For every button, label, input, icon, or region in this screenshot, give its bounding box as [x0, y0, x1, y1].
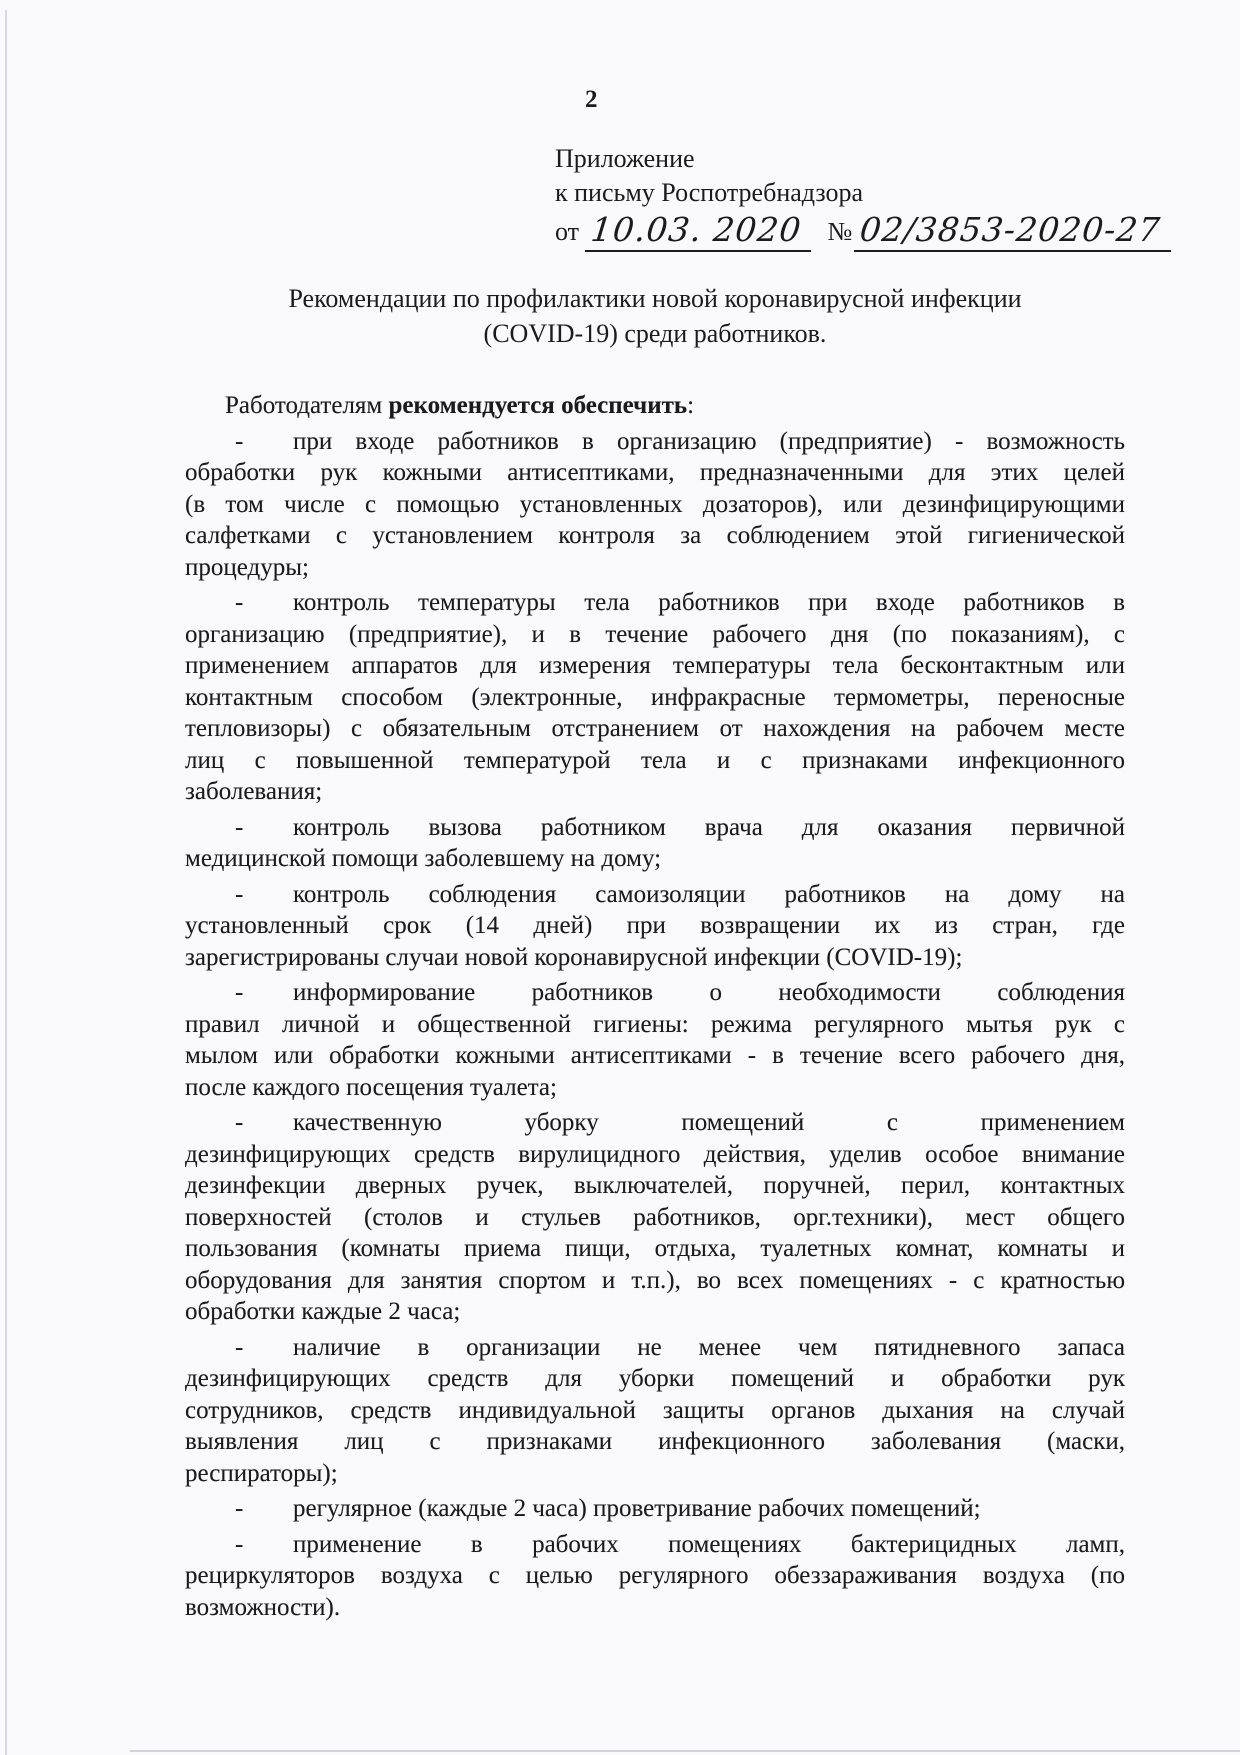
bullet-paragraph: [185, 879, 1125, 974]
paragraph-line: применением аппаратов для измерения температуры тела бесконтактным или: [185, 652, 1125, 679]
bullet-dash: -: [235, 1333, 244, 1361]
paragraph-line: обработки рук кожными антисептиками, предназначенными для этих целей: [185, 459, 1125, 486]
intro-prefix: Работодателям: [225, 392, 389, 419]
document-body: [185, 390, 1125, 1627]
paragraph-line: - наличие в организации не менее чем пятидневного запаса: [185, 1332, 1125, 1364]
paragraph-line: тепловизоры) с обязательным отстранением от нахождения на рабочем месте: [185, 715, 1125, 742]
document-title-line2: (COVID-19) среди работников.: [483, 319, 827, 348]
paragraph-line: - качественную уборку помещений с применением: [185, 1107, 1125, 1139]
paragraph-line: обработки каждые 2 часа;: [185, 1298, 461, 1325]
bullet-dash: -: [235, 1530, 244, 1558]
paragraph-line: пользования (комнаты приема пищи, отдыха, туалетных комнат, комнаты и: [185, 1235, 1125, 1262]
paragraph-line: медицинской помощи заболевшему на дому;: [185, 845, 662, 872]
paragraph-line: оборудования для занятия спортом и т.п.), во всех помещениях - с кратностью: [185, 1266, 1125, 1294]
bullet-dash: -: [235, 1109, 244, 1136]
paragraph-line: процедуры;: [185, 553, 309, 581]
reference-line: [555, 212, 1171, 252]
bullet-dash: -: [235, 589, 244, 616]
paragraph-line: сотрудников, средств индивидуальной защиты органов дыхания на случай: [185, 1396, 1125, 1424]
paragraph-line: контактным способом (электронные, инфракрасные термометры, переносные: [185, 683, 1125, 711]
handwritten-date: 10.03. 2020: [589, 210, 804, 249]
intro-bold: рекомендуется обеспечить: [388, 392, 688, 419]
paragraph-line: после каждого посещения туалета;: [185, 1073, 557, 1101]
paragraph-line: организацию (предприятие), и в течение рабочего дня (по показаниям), с: [185, 620, 1125, 648]
scan-edge-bottom-artifact: [130, 1750, 1240, 1752]
paragraph-line: мылом или обработки кожными антисептиками - в течение всего рабочего дня,: [185, 1042, 1125, 1069]
paragraph-line: дезинфицирующих средств вирулицидного действия, уделив особое внимание: [185, 1140, 1125, 1168]
bullet-paragraph: [185, 426, 1125, 584]
bullet-dash: -: [235, 880, 244, 908]
document-title-line1: Рекомендации по профилактики новой коронавирусной инфекции: [288, 284, 1022, 313]
handwritten-number: 02/3853-2020-27: [858, 210, 1163, 249]
paragraph-line: салфетками с установлением контроля за соблюдением этой гигиенической: [185, 522, 1125, 549]
bullet-dash: -: [235, 979, 244, 1006]
paragraph-line: - регулярное (каждые 2 часа) проветривание рабочих помещений;: [185, 1493, 1125, 1525]
paragraph-line: правил личной и общественной гигиены: режима регулярного мытья рук с: [185, 1010, 1125, 1038]
bullet-paragraph: [185, 1529, 1125, 1624]
intro-paragraph: [185, 390, 1125, 422]
letterhead-block: [555, 142, 1171, 252]
paragraph-line: - контроль температуры тела работников при входе работников в: [185, 587, 1125, 619]
scan-edge-left-artifact: [5, 10, 7, 1755]
document-title: [185, 281, 1125, 351]
paragraph-line: дезинфекции дверных ручек, выключателей, поручней, перил, контактных: [185, 1172, 1125, 1199]
bullet-dash: -: [235, 427, 244, 455]
number-sign: №: [827, 217, 853, 246]
paragraph-line: рециркуляторов воздуха с целью регулярного обеззараживания воздуха (по: [185, 1562, 1125, 1589]
paragraph-line: установленный срок (14 дней) при возвращении их из стран, где: [185, 912, 1125, 939]
paragraph-line: - контроль вызова работником врача для оказания первичной: [185, 812, 1125, 844]
paragraph-line: дезинфицирующих средств для уборки помещений и обработки рук: [185, 1365, 1125, 1392]
paragraph-line: возможности).: [185, 1593, 341, 1621]
bullet-paragraph: [185, 1332, 1125, 1490]
from-label: от: [555, 217, 580, 246]
bullet-paragraph: [185, 587, 1125, 808]
number-underline: [854, 212, 1170, 252]
date-underline: [585, 212, 811, 252]
bullet-paragraph: [185, 977, 1125, 1103]
letter-reference-label: к письму Роспотребнадзора: [555, 178, 863, 207]
paragraph-line: - контроль соблюдения самоизоляции работников на дому на: [185, 879, 1125, 911]
bullet-paragraph: [185, 812, 1125, 875]
bullet-dash: -: [235, 813, 244, 841]
paragraph-line: респираторы);: [185, 1459, 338, 1487]
paragraph-line: заболевания;: [185, 778, 323, 805]
page-number: 2: [585, 86, 598, 113]
paragraph-line: - применение в рабочих помещениях бактерицидных ламп,: [185, 1529, 1125, 1561]
paragraph-line: лиц с повышенной температурой тела и с признаками инфекционного: [185, 746, 1125, 774]
intro-colon: :: [687, 392, 695, 419]
paragraph-line: (в том числе с помощью установленных дозаторов), или дезинфицирующими: [185, 490, 1125, 518]
bullet-dash: -: [235, 1495, 244, 1522]
bullet-paragraph: [185, 1107, 1125, 1328]
paragraph-line: поверхностей (столов и стульев работников, орг.техники), мест общего: [185, 1203, 1125, 1231]
paragraph-line: зарегистрированы случаи новой коронавирусной инфекции (COVID-19);: [185, 943, 963, 971]
paragraph-line: - при входе работников в организацию (предприятие) - возможность: [185, 426, 1125, 458]
paragraph-line: - информирование работников о необходимости соблюдения: [185, 977, 1125, 1009]
bullet-paragraph: [185, 1493, 1125, 1525]
bullet-list: [185, 426, 1125, 1624]
appendix-label: Приложение: [555, 144, 695, 173]
paragraph-line: выявления лиц с признаками инфекционного заболевания (маски,: [185, 1428, 1125, 1455]
